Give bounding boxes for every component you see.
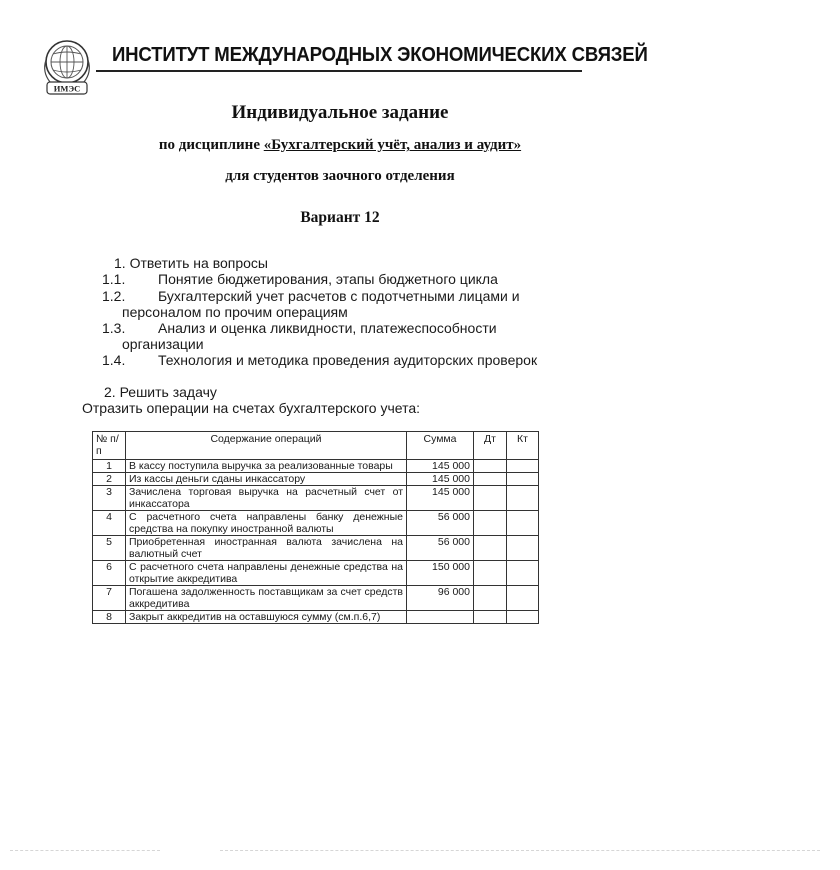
cell-dt: [474, 561, 507, 586]
table-header-row: [93, 432, 539, 460]
question-text: Понятие бюджетирования, этапы бюджетного цикла: [158, 271, 498, 287]
cell-sum: 56 000: [407, 511, 474, 536]
globe-emblem-icon: [38, 38, 96, 100]
cell-desc: Закрыт аккредитив на оставшуюся сумму (см.п.6,7): [126, 611, 407, 624]
cell-kt: [507, 473, 539, 486]
header-rule: [96, 70, 582, 72]
page-title: Индивидуальное задание: [231, 102, 449, 123]
cell-dt: [474, 586, 507, 611]
discipline-name: «Бухгалтерский учёт, анализ и аудит»: [263, 137, 522, 153]
question-1-2: [0, 288, 680, 324]
table-row: [93, 486, 539, 511]
col-header-sum: Сумма: [407, 432, 474, 460]
cell-dt: [474, 511, 507, 536]
cell-dt: [474, 473, 507, 486]
cell-sum: [407, 611, 474, 624]
cell-desc: С расчетного счета направлены денежные средства на открытие аккредитива: [126, 561, 407, 586]
cell-num: 5: [93, 536, 126, 561]
cell-num: 1: [93, 460, 126, 473]
cell-desc: В кассу поступила выручка за реализованные товары: [126, 460, 407, 473]
cell-desc: Из кассы деньги сданы инкассатору: [126, 473, 407, 486]
table-row: [93, 473, 539, 486]
table-row: [93, 586, 539, 611]
table-row: [93, 511, 539, 536]
section1-heading: 1. Ответить на вопросы: [114, 255, 268, 271]
cell-num: 2: [93, 473, 126, 486]
cell-num: 3: [93, 486, 126, 511]
cell-desc: Погашена задолженность поставщикам за счет средств аккредитива: [126, 586, 407, 611]
cell-kt: [507, 561, 539, 586]
cell-kt: [507, 486, 539, 511]
col-header-num: № п/п: [93, 432, 126, 460]
table-row: [93, 536, 539, 561]
table-row: [93, 561, 539, 586]
cell-sum: 145 000: [407, 473, 474, 486]
question-text-cont: персоналом по прочим операциям: [122, 304, 348, 320]
audience-line: для студентов заочного отделения: [225, 168, 455, 184]
scan-artifact: [10, 850, 160, 851]
cell-num: 6: [93, 561, 126, 586]
question-1-3: [0, 320, 680, 356]
table-row: [93, 611, 539, 624]
cell-kt: [507, 586, 539, 611]
cell-dt: [474, 460, 507, 473]
institute-name: ИНСТИТУТ МЕЖДУНАРОДНЫХ ЭКОНОМИЧЕСКИХ СВЯЗЕЙ: [112, 44, 648, 66]
discipline-line: [0, 137, 680, 154]
cell-kt: [507, 511, 539, 536]
cell-dt: [474, 536, 507, 561]
cell-sum: 145 000: [407, 460, 474, 473]
question-text: Анализ и оценка ликвидности, платежеспособности: [158, 320, 497, 336]
cell-sum: 150 000: [407, 561, 474, 586]
cell-dt: [474, 611, 507, 624]
cell-desc: Приобретенная иностранная валюта зачислена на валютный счет: [126, 536, 407, 561]
cell-dt: [474, 486, 507, 511]
variant-title: Вариант 12: [300, 209, 380, 226]
task-instruction: Отразить операции на счетах бухгалтерского учета:: [82, 400, 421, 416]
col-header-desc: Содержание операций: [126, 432, 407, 460]
question-number: 1.2.: [102, 288, 126, 304]
question-number: 1.3.: [102, 320, 126, 336]
col-header-dt: Дт: [474, 432, 507, 460]
cell-desc: Зачислена торговая выручка на расчетный счет от инкассатора: [126, 486, 407, 511]
cell-sum: 56 000: [407, 536, 474, 561]
operations-table: [92, 431, 539, 624]
cell-num: 8: [93, 611, 126, 624]
question-text: Бухгалтерский учет расчетов с подотчетными лицами и: [158, 288, 520, 304]
cell-sum: 145 000: [407, 486, 474, 511]
cell-kt: [507, 611, 539, 624]
cell-kt: [507, 460, 539, 473]
cell-desc: С расчетного счета направлены банку денежные средства на покупку иностранной валюты: [126, 511, 407, 536]
question-number: 1.1.: [102, 271, 126, 287]
question-1-4: [0, 352, 680, 372]
cell-num: 4: [93, 511, 126, 536]
cell-sum: 96 000: [407, 586, 474, 611]
institute-logo: [38, 38, 96, 100]
table-row: [93, 460, 539, 473]
scan-artifact: [220, 850, 820, 851]
section2-heading: 2. Решить задачу: [104, 384, 217, 400]
question-number: 1.4.: [102, 352, 126, 368]
logo-abbr: ИМЭС: [53, 83, 81, 94]
cell-kt: [507, 536, 539, 561]
col-header-kt: Кт: [507, 432, 539, 460]
discipline-prefix: по дисциплине: [158, 137, 264, 153]
question-text: Технология и методика проведения аудиторских проверок: [158, 352, 538, 368]
cell-num: 7: [93, 586, 126, 611]
question-text-cont: организации: [122, 336, 204, 352]
